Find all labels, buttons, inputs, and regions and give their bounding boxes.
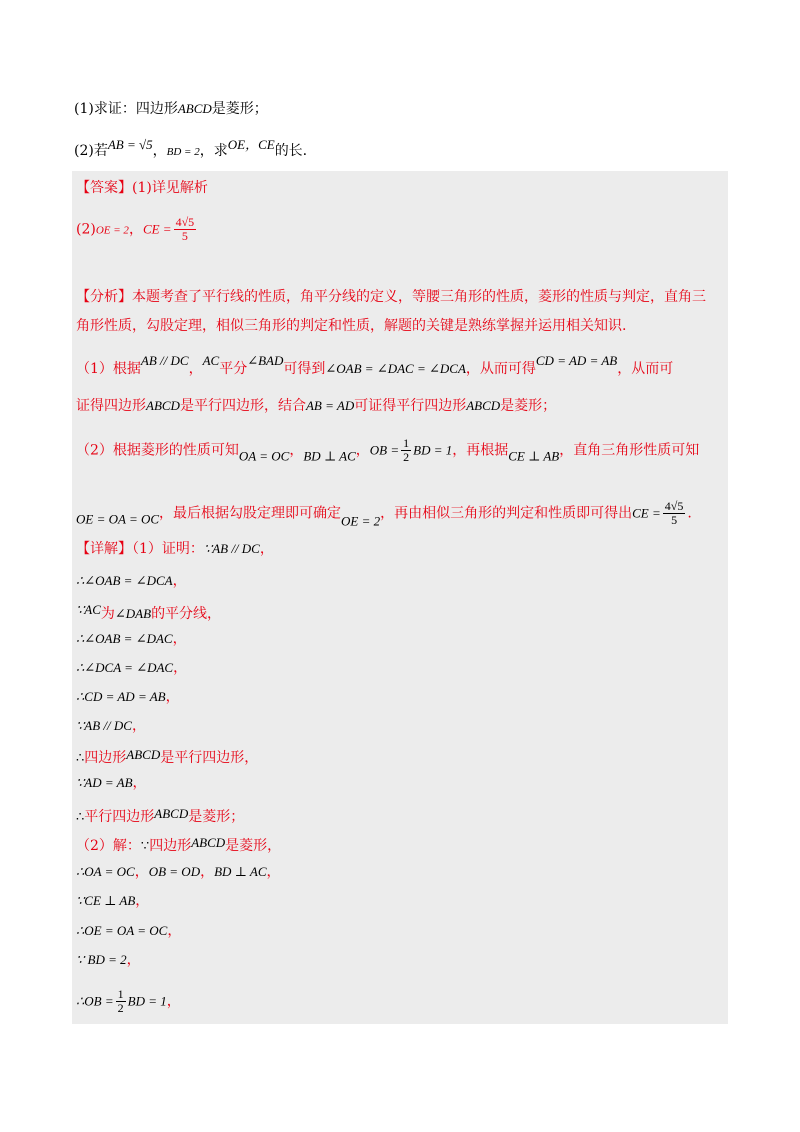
analysis-text-1: 本题考查了平行线的性质，角平分线的定义，等腰三角形的性质，菱形的性质与判定，直角三: [132, 289, 706, 305]
math-bd-2: BD = 2: [166, 146, 200, 158]
math-abcd: ABCD: [154, 806, 189, 821]
detail-l5-end: ，: [173, 660, 188, 676]
detail-l8-t2: 是平行四边形，: [160, 750, 259, 766]
detail-l2-end: ，: [172, 573, 187, 589]
detail-l13-end: ，: [135, 893, 150, 909]
math-oe-oa-oc: OE = OA = OC: [76, 511, 160, 527]
detail-line14: [76, 922, 181, 940]
analysis-p1-t3: 平分: [219, 361, 248, 377]
detail-line4: [76, 630, 187, 648]
detail-l12-sep2: ，: [200, 864, 215, 880]
math-angle-oab-dca: ∴∠OAB = ∠DCA: [76, 573, 173, 588]
detail-line3: [76, 601, 221, 623]
analysis-p2-t3: ，: [355, 442, 370, 459]
math-bd-2: ∵ BD = 2: [76, 952, 127, 967]
analysis-p1-line1: [76, 352, 673, 378]
analysis-p2-line2: [76, 500, 692, 531]
detail-line15: [76, 951, 141, 969]
math-oa-oc: OA = OC: [238, 448, 290, 464]
detail-l11-t1: （2）解：: [76, 838, 141, 854]
analysis-line1: [76, 288, 706, 306]
therefore-symbol: ∴: [76, 750, 85, 765]
because-symbol: ∵: [140, 838, 150, 853]
math-ce-lhs: CE =: [632, 505, 661, 521]
math-because-ab-parallel-dc: ∵AB // DC: [203, 541, 260, 556]
math-because-ac: ∵AC: [76, 602, 101, 617]
therefore-symbol: ∴: [76, 809, 85, 824]
detail-l9-end: ，: [132, 775, 147, 791]
detail-line6: [76, 688, 180, 706]
detail-l1-text: （1）证明：: [132, 541, 204, 557]
detail-line11: [76, 834, 281, 855]
analysis-p1-t9: 可证得平行四边形: [354, 398, 467, 414]
analysis-p2-t5: ，直角三角形性质可知: [559, 442, 700, 459]
math-ce-perp-ab: CE ⊥ AB: [508, 448, 560, 464]
analysis-text-2: 角形性质，勾股定理，相似三角形的判定和性质，解题的关键是熟练掌握并运用相关知识.: [76, 318, 627, 334]
math-oe-oa-oc: ∴OE = OA = OC: [76, 923, 168, 938]
analysis-p2-t1: （2）根据菱形的性质可知: [76, 442, 239, 459]
analysis-p1-t8: 是平行四边形，结合: [179, 398, 306, 414]
analysis-p1-t5: ，从而可得: [465, 361, 536, 377]
fraction-denominator: 5: [671, 513, 678, 527]
math-ab-parallel-dc: AB // DC: [140, 353, 189, 368]
fraction-numerator: 4√5: [175, 215, 195, 229]
detail-l8-t1: 四边形: [84, 750, 127, 766]
detail-l1-end: ，: [259, 541, 274, 557]
math-oe-ce: OE，CE: [227, 137, 275, 152]
math-ob-rhs: BD = 1: [127, 993, 167, 1009]
math-ce-perp-ab: ∵CE ⊥ AB: [76, 893, 136, 908]
answer-tag: 【答案】: [76, 180, 132, 196]
analysis-p1-t6: ，从而可: [617, 361, 674, 377]
math-cd-ad-ab: ∴CD = AD = AB: [76, 689, 166, 704]
analysis-p1-t2: ，: [188, 361, 203, 377]
fraction-denominator: 2: [403, 450, 410, 464]
question-part1-prefix: (1)求证：四边形: [74, 101, 178, 117]
math-ce-lhs: CE =: [142, 221, 172, 237]
detail-l3-t1: 为: [100, 606, 115, 622]
question-part2-prefix: (2)若: [74, 143, 108, 159]
analysis-p2-t4: ，再根据: [452, 442, 509, 459]
question-part2-comma1: ，: [152, 143, 167, 159]
analysis-tag: 【分析】: [76, 289, 132, 305]
detail-l4-end: ，: [172, 631, 187, 647]
fraction-numerator: 1: [403, 436, 410, 450]
math-ob-lhs: OB =: [369, 442, 400, 458]
detail-l11-t2: 四边形: [149, 838, 192, 854]
detail-line1: [76, 540, 274, 558]
question-part1: [74, 100, 268, 118]
answer-line1: [76, 179, 208, 197]
detail-l15-end: ，: [126, 952, 141, 968]
question-part2: [74, 136, 307, 161]
detail-l7-end: ，: [131, 718, 146, 734]
math-bd-perp-ac: BD ⊥ AC: [214, 864, 267, 879]
math-ob-od: OB = OD: [148, 864, 201, 879]
math-angle-oab-dac: ∴∠OAB = ∠DAC: [76, 631, 173, 646]
detail-line9: [76, 774, 147, 792]
detail-line8: [76, 746, 258, 767]
fraction-denominator: 2: [117, 1001, 124, 1015]
detail-tag: 【详解】: [76, 541, 132, 557]
detail-line13: [76, 892, 149, 910]
analysis-p1-t1: （1）根据: [76, 361, 141, 377]
analysis-p2-t7: ，再由相似三角形的判定和性质即可得出: [380, 505, 633, 522]
math-angle-bad: ∠BAD: [247, 353, 284, 368]
math-abcd: ABCD: [466, 398, 501, 413]
math-ab-sqrt5: AB = √5: [107, 137, 153, 152]
answer-part2-prefix: (2): [76, 221, 96, 238]
math-abcd: ABCD: [191, 835, 226, 850]
math-abcd: ABCD: [146, 398, 180, 413]
math-abcd: ABCD: [177, 101, 212, 116]
math-oe-2: OE = 2: [341, 513, 381, 529]
math-angle-dca-dac: ∴∠DCA = ∠DAC: [76, 660, 174, 675]
detail-line16: [76, 988, 181, 1015]
math-cd-ad-ab: CD = AD = AB: [535, 353, 618, 368]
math-ob-lhs: ∴OB =: [76, 993, 114, 1009]
detail-l12-sep1: ，: [134, 864, 149, 880]
fraction-half: [116, 988, 126, 1015]
analysis-p1-t10: 是菱形；: [500, 398, 557, 414]
detail-l10-t2: 是菱形；: [188, 809, 245, 825]
analysis-p2-line1: [76, 437, 699, 466]
analysis-p1-t7: 证得四边形: [76, 398, 146, 414]
detail-l6-end: ，: [165, 689, 180, 705]
math-angle-dab: ∠DAB: [114, 606, 152, 621]
math-ab-ad: AB = AD: [305, 398, 355, 413]
fraction-ce: [663, 500, 686, 527]
fraction-numerator: 4√5: [664, 499, 684, 513]
math-ob-rhs: BD = 1: [413, 442, 453, 458]
fraction-denominator: 5: [181, 229, 188, 243]
math-ac: AC: [202, 353, 220, 368]
math-angle-chain: ∠OAB = ∠DAC = ∠DCA: [325, 361, 466, 376]
question-part1-suffix: 是菱形；: [211, 101, 268, 117]
detail-l16-end: ，: [166, 993, 181, 1010]
question-part2-suffix: 的长.: [274, 143, 308, 159]
math-oa-oc: ∴OA = OC: [76, 864, 135, 879]
math-abcd: ABCD: [126, 747, 161, 762]
analysis-line2: [76, 317, 626, 335]
detail-l10-t1: 平行四边形: [84, 809, 155, 825]
analysis-p2-t6: ，最后根据勾股定理即可确定: [159, 505, 342, 522]
math-bd-perp-ac: BD ⊥ AC: [303, 448, 356, 464]
detail-line7: [76, 717, 146, 735]
math-oe-2: OE = 2: [95, 224, 129, 237]
detail-l12-end: ，: [266, 864, 281, 880]
answer-comma: ，: [128, 221, 143, 238]
fraction-numerator: 1: [117, 987, 124, 1001]
detail-line5: [76, 659, 187, 677]
analysis-p1-t4: 可得到: [283, 361, 326, 377]
detail-l3-t2: 的平分线，: [151, 606, 222, 622]
analysis-p1-line2: [76, 397, 556, 415]
analysis-p2-t2: ，: [289, 442, 304, 459]
analysis-p2-t8: .: [687, 505, 692, 522]
answer-part1: (1)详见解析: [132, 180, 208, 196]
question-part2-mid: ，求: [199, 143, 228, 159]
answer-line2: [76, 216, 198, 243]
math-because-ad-ab: ∵AD = AB: [76, 775, 133, 790]
detail-line12: [76, 863, 281, 881]
math-because-ab-parallel-dc: ∵AB // DC: [76, 718, 132, 733]
detail-l14-end: ，: [167, 923, 182, 939]
fraction-half: [401, 437, 411, 464]
detail-line10: [76, 805, 244, 826]
detail-line2: [76, 572, 187, 590]
detail-l11-t3: 是菱形，: [225, 838, 282, 854]
fraction-ce: [174, 216, 197, 243]
